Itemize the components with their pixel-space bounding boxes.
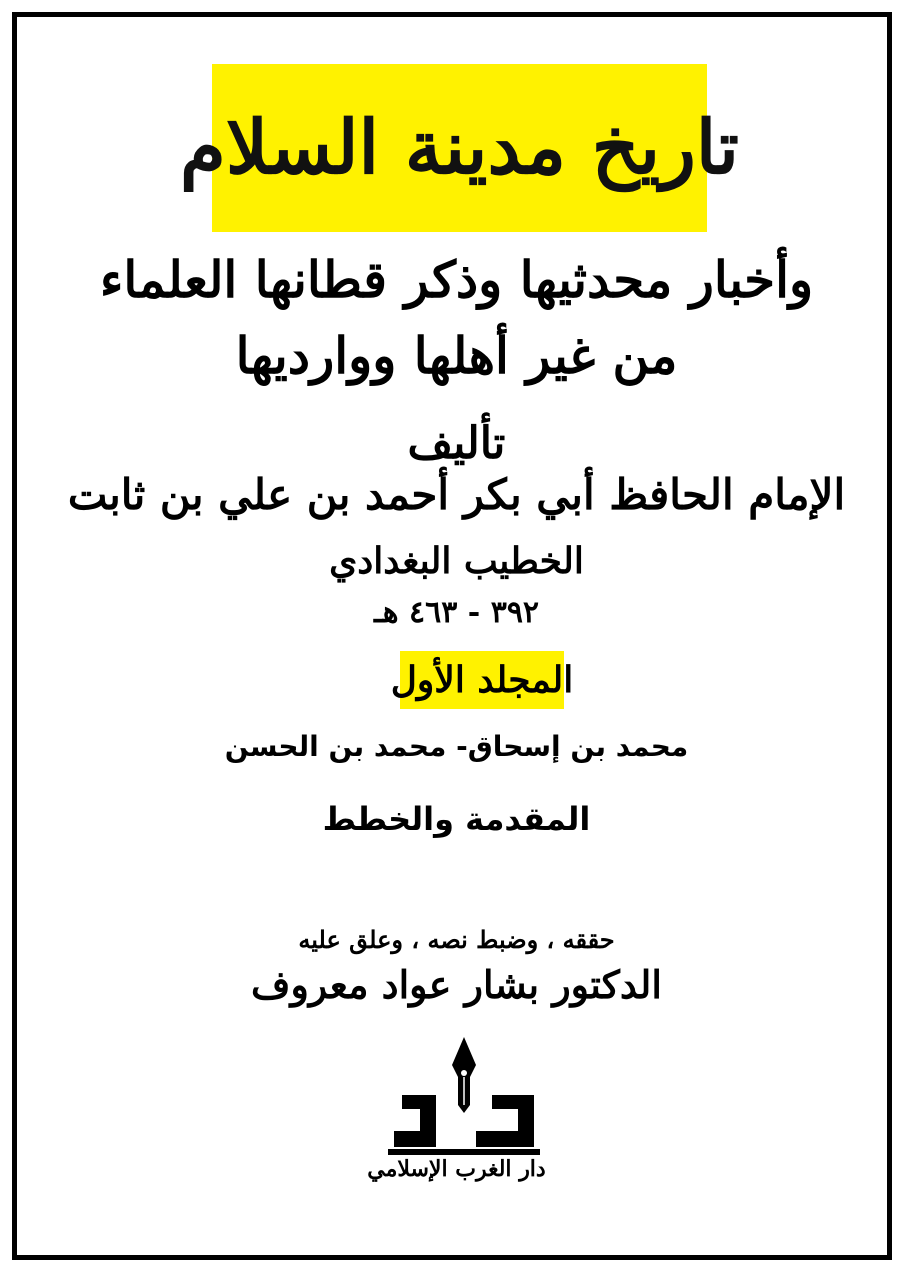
subtitle-line-1: وأخبار محدثيها وذكر قطانها العلماء [99,250,814,309]
publisher-name: دار الغرب الإسلامي [367,1156,546,1182]
title-highlight [180,64,739,232]
editor-name: الدكتور بشار عواد معروف [251,962,662,1007]
volume-highlight [390,651,574,709]
dar-al-gharb-logo-icon [384,1035,544,1160]
edited-by-label: حققه ، وضبط نصه ، وعلق عليه [298,925,615,954]
volume-contents: محمد بن إسحاق- محمد بن الحسن [224,730,689,763]
author-dates: ٣٩٢ - ٤٦٣ هـ [373,595,540,630]
section-title: المقدمة والخطط [322,800,591,838]
author-nisba: الخطيب البغدادي [329,540,584,582]
subtitle-line-2: من غير أهلها ووارديها [235,326,678,385]
author-name: الإمام الحافظ أبي بكر أحمد بن علي بن ثابت [67,470,846,519]
authorship-label: تأليف [407,418,506,469]
book-title: تاريخ مدينة السلام [180,105,739,191]
volume-label: المجلد الأول [390,659,574,701]
